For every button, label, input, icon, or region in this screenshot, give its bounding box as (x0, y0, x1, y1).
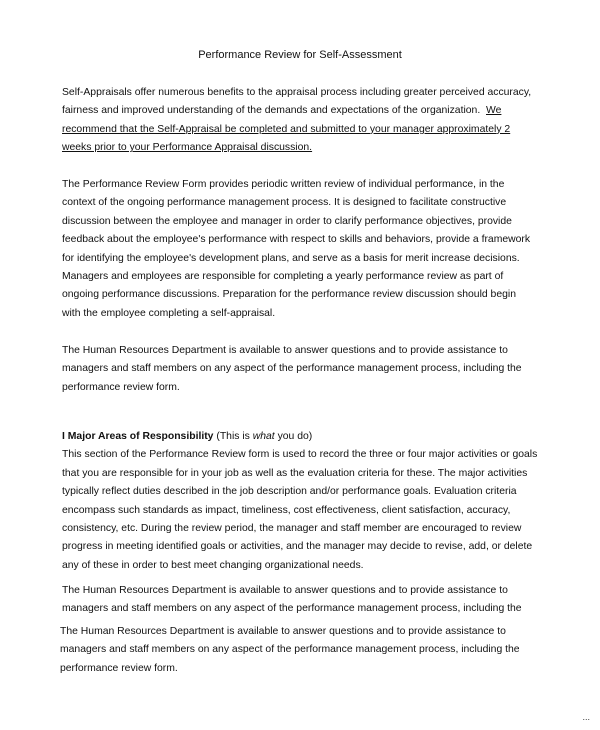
intro-paragraph (62, 84, 552, 158)
page-title: Performance Review for Self-Assessment (198, 49, 402, 61)
section-heading-note-italic: what (252, 431, 275, 442)
hr-paragraph-1 (62, 342, 552, 397)
form-line: feedback about the employee's performance with respect to skills and behaviors, provide a framework (62, 234, 531, 246)
section-one (62, 428, 552, 575)
section-line: consistency, etc. During the review period, the manager and staff member are encouraged to review (62, 523, 522, 535)
intro-line (62, 102, 552, 120)
footer-mark: ... (582, 712, 590, 722)
intro-line-text: fairness and improved understanding of the demands and expectations of the organization. (62, 105, 481, 117)
section-line: that you are responsible for in your job as well as the evaluation criteria for these. The major activities (62, 467, 528, 479)
section-line: typically reflect duties described in the job description and/or performance goals. Evaluation criteria (62, 486, 517, 498)
intro-line: Self-Appraisals offer numerous benefits to the appraisal process including greater perceived accuracy, (62, 87, 532, 98)
hr-line: performance review form. (62, 381, 180, 393)
section-heading-note-b: you do) (274, 431, 313, 442)
form-line: ongoing performance discussions. Preparation for the performance review discussion should begin (62, 289, 516, 301)
hr-line: The Human Resources Department is available to answer questions and to provide assistance to (62, 585, 508, 596)
section-line: This section of the Performance Review form is used to record the three or four major activities or goals (62, 449, 538, 461)
section-line: progress in meeting identified goals or activities, and the manager may decide to revise, add, or delete (62, 541, 533, 553)
hr-paragraph-3 (60, 623, 550, 678)
intro-line-underlined: weeks prior to your Performance Appraisal discussion. (62, 142, 313, 154)
hr-line: managers and staff members on any aspect of the performance management process, including the (62, 603, 522, 615)
intro-underlined-start: We (486, 105, 502, 117)
intro-line-underlined: recommend that the Self-Appraisal be completed and submitted to your manager approximately 2 (62, 123, 511, 135)
form-line: Managers and employees are responsible for completing a yearly performance review as part of (62, 271, 504, 283)
form-line: discussion between the employee and manager in order to clarify performance objectives, provide (62, 215, 512, 227)
form-line: for identifying the employee's development plans, and serve as a basis for merit increase decisions. (62, 252, 520, 264)
hr-paragraph-2 (62, 582, 552, 619)
form-line: with the employee completing a self-appraisal. (62, 307, 276, 319)
section-line: encompass such standards as impact, timeliness, cost effectiveness, client satisfaction, accuracy, (62, 504, 511, 516)
section-heading-title: I Major Areas of Responsibility (62, 431, 214, 442)
section-heading-note-a: (This is (213, 431, 253, 442)
hr-line: The Human Resources Department is available to answer questions and to provide assistance to (60, 626, 506, 637)
form-line: The Performance Review Form provides periodic written review of individual performance, in the (62, 179, 505, 190)
hr-line: The Human Resources Department is available to answer questions and to provide assistance to (62, 345, 508, 356)
form-paragraph (62, 176, 552, 323)
section-heading (62, 428, 552, 446)
section-line: any of these in order to best meet changing organizational needs. (62, 559, 364, 571)
hr-line: performance review form. (60, 662, 178, 674)
hr-line: managers and staff members on any aspect of the performance management process, including the (60, 644, 520, 656)
hr-line: managers and staff members on any aspect of the performance management process, including the (62, 363, 522, 375)
form-line: context of the ongoing performance management process. It is designed to facilitate constructive (62, 197, 507, 209)
